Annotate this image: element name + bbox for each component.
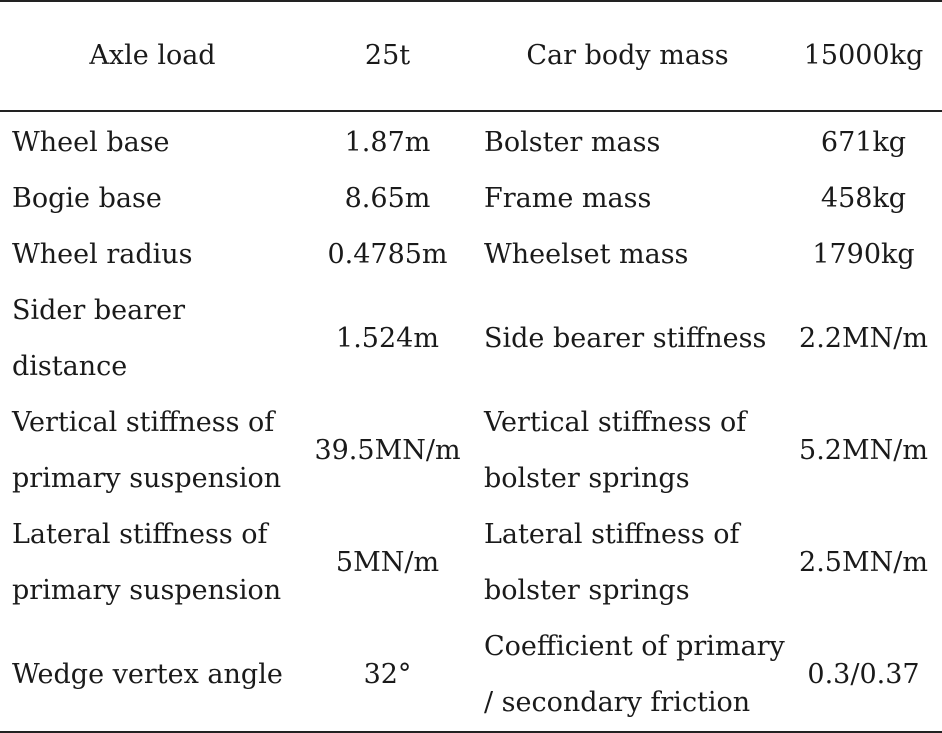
table-row — [0, 171, 942, 227]
param-label-line: Coefficient of primary — [484, 631, 785, 662]
param-value: 32° — [305, 619, 470, 732]
table-row — [0, 283, 942, 395]
param-label — [0, 227, 305, 283]
param-label-line: Lateral stiffness of — [12, 519, 268, 550]
param-label — [470, 227, 785, 283]
param-label — [0, 111, 305, 171]
param-label-line: bolster springs — [484, 575, 690, 606]
header-car-body-mass-label: Car body mass — [470, 1, 785, 111]
table-row — [0, 111, 942, 171]
param-value: 0.3/0.37 — [785, 619, 942, 732]
param-value: 1.524m — [336, 323, 439, 354]
param-label-line: Vertical stiffness of — [484, 407, 747, 438]
param-label-line: Bolster mass — [484, 127, 661, 158]
param-label-line: Vertical stiffness of — [12, 407, 275, 438]
table-row — [0, 619, 942, 732]
param-value: 0.4785m — [327, 239, 448, 270]
param-value: 2.2MN/m — [799, 323, 928, 354]
param-label-line: Lateral stiffness of — [484, 519, 740, 550]
param-value: 5MN/m — [335, 547, 440, 578]
header-car-body-mass-value: 15000kg — [785, 1, 942, 111]
param-label — [470, 507, 785, 619]
table-row — [0, 507, 942, 619]
table-body — [0, 111, 942, 732]
param-label-line: primary suspension — [12, 463, 282, 494]
param-label — [470, 395, 785, 507]
param-label-line: Wheel radius — [12, 239, 193, 270]
param-label-line: bolster springs — [484, 463, 690, 494]
param-label-line: Sider bearer distance — [12, 295, 186, 382]
param-label — [0, 395, 305, 507]
param-value: 8.65m — [344, 183, 431, 214]
param-value: 1790kg — [812, 239, 915, 270]
param-label-line: Wheelset mass — [484, 239, 689, 270]
param-value: 2.5MN/m — [799, 547, 928, 578]
table-row — [0, 227, 942, 283]
param-label — [470, 171, 785, 227]
param-value: 1.87m — [344, 127, 431, 158]
param-label-line: Frame mass — [484, 183, 652, 214]
param-label — [0, 619, 305, 732]
param-value: 458kg — [820, 183, 907, 214]
param-label — [470, 283, 785, 395]
table-row — [0, 395, 942, 507]
param-label-line: / secondary friction — [484, 687, 751, 718]
param-label-line: Wheel base — [12, 127, 170, 158]
header-row — [0, 1, 942, 111]
table-header — [0, 1, 942, 111]
param-value: 39.5MN/m — [314, 435, 461, 466]
param-label — [0, 507, 305, 619]
param-label — [0, 283, 305, 395]
param-label-line: primary suspension — [12, 575, 282, 606]
param-label-line: Side bearer stiffness — [484, 323, 767, 354]
param-value: 5.2MN/m — [799, 435, 928, 466]
header-axle-load-label: Axle load — [0, 1, 305, 111]
param-label — [0, 171, 305, 227]
header-axle-load-value: 25t — [305, 1, 470, 111]
param-label — [470, 619, 785, 732]
param-label-line: Bogie base — [12, 183, 162, 214]
param-label — [470, 111, 785, 171]
param-value: 671kg — [820, 127, 907, 158]
param-label-line: Wedge vertex angle — [12, 659, 283, 690]
